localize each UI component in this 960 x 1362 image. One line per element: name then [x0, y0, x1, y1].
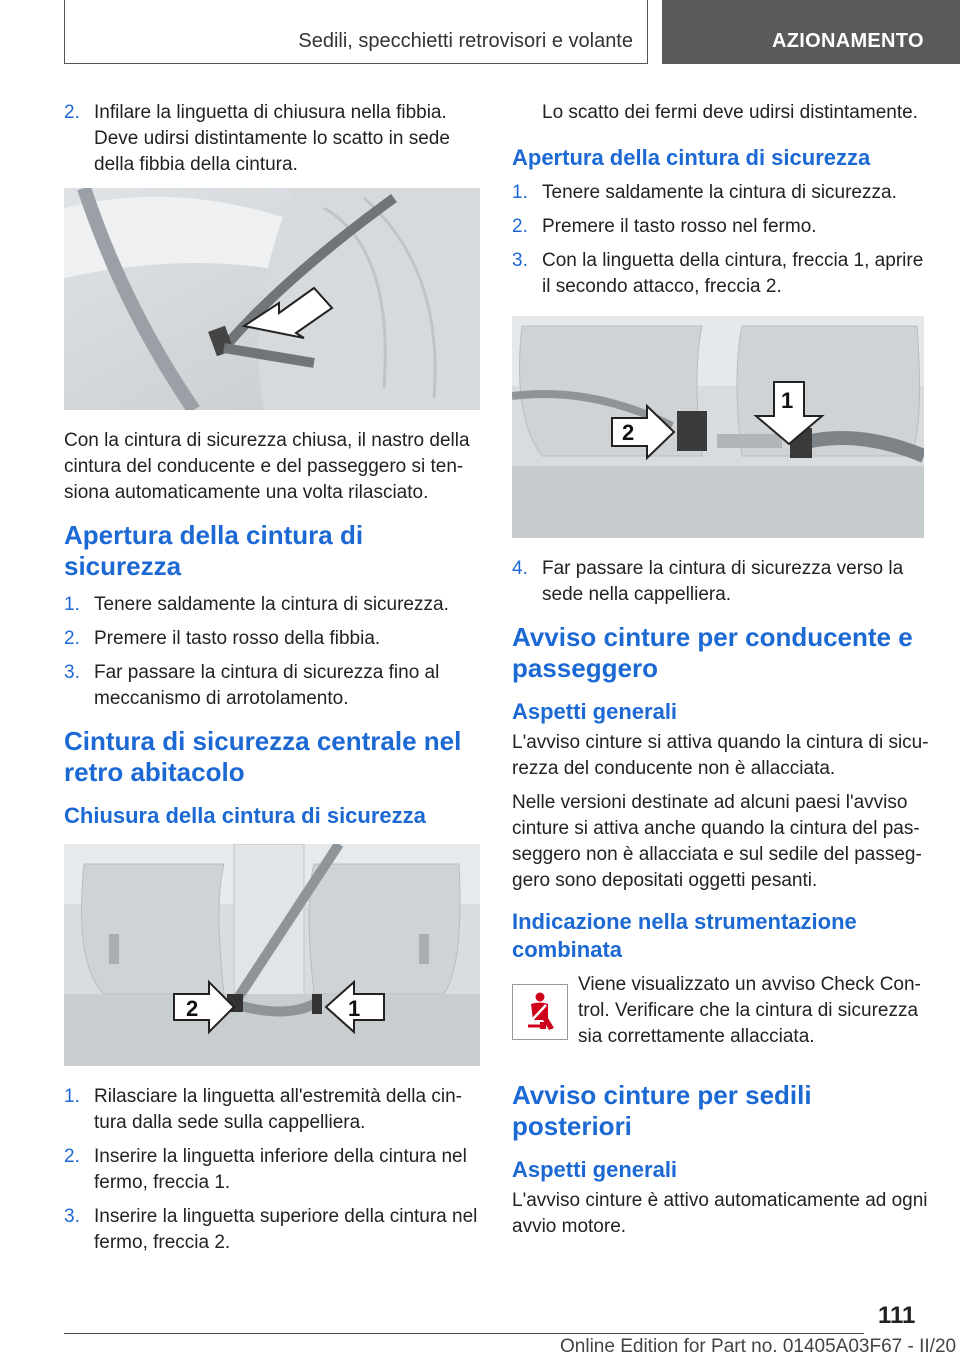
paragraph: Con la cintura di sicurezza chiusa, il nastro della cintura del conducente e del passeggero si ten‐siona automaticamente una volta rilasciato.: [64, 430, 470, 503]
page-number: 111: [878, 1302, 916, 1329]
step-item: 3. Far passare la cintura di sicurezza fino al meccanismo di arrotolamento.: [64, 662, 440, 709]
step-item: 1. Tenere saldamente la cintura di sicurezza.: [64, 594, 449, 615]
chiusura-steps: [64, 1084, 480, 1256]
arrow-label: 1: [781, 388, 794, 413]
step-item: 1. Rilasciare la linguetta all'estremità della cin‐tura dalla sede sulla cappelliera.: [64, 1086, 462, 1133]
apertura-steps: [64, 592, 480, 712]
heading-aspetti-generali-2: Aspetti generali: [512, 1157, 678, 1182]
seatbelt-warning-icon: [512, 984, 568, 1040]
step-item: 2. Infilare la linguetta di chiusura nella fibbia. Deve udirsi distintamente lo scatto in sede della fibbia della cintura.: [64, 102, 450, 175]
heading-posteriori: Avviso cinture per sedili posteriori: [512, 1080, 812, 1141]
header-box: [64, 0, 648, 64]
figure-rear-center-belt: [64, 844, 480, 1066]
step-item: 2. Premere il tasto rosso nel fermo.: [512, 216, 817, 237]
heading-centrale: Cintura di sicurezza centrale nel retro abitacolo: [64, 726, 462, 787]
paragraph: Lo scatto dei fermi deve udirsi distintamente.: [542, 102, 918, 123]
heading-indicazione: Indicazione nella strumentazione combinata: [512, 909, 857, 962]
right-column: [512, 100, 932, 1248]
arrow-label: 2: [186, 996, 199, 1021]
footer-divider: [64, 1333, 864, 1334]
paragraph: Viene visualizzato un avviso Check Con‐trol. Verificare che la cintura di sicurezza sia correttamente allacciata.: [578, 974, 921, 1047]
step-item: 3. Inserire la linguetta superiore della cintura nel fermo, freccia 2.: [64, 1206, 478, 1253]
edition-note: Online Edition for Part no. 01405A03F67 - II/20: [560, 1336, 957, 1357]
heading-apertura: Apertura della cintura di sicurezza: [64, 520, 364, 581]
arrow-label: 2: [622, 420, 635, 445]
apertura-steps-right: [512, 180, 932, 300]
figure-front-seat-buckle: [64, 188, 480, 410]
figure-rear-belt-release: [512, 316, 924, 538]
arrow-label: 1: [348, 996, 361, 1021]
heading-chiusura: Chiusura della cintura di sicurezza: [64, 803, 426, 828]
heading-avviso: Avviso cinture per conducente e passeggero: [512, 622, 913, 683]
chapter-tab[interactable]: AZIONAMENTO: [662, 0, 960, 64]
step-item: 2. Premere il tasto rosso della fibbia.: [64, 628, 381, 649]
step-item: 1. Tenere saldamente la cintura di sicurezza.: [512, 182, 897, 203]
paragraph: Nelle versioni destinate ad alcuni paesi l'avviso cinture si attiva anche quando la cintura del pas‐seggero non è allacciata e sul sedile del passeg‐gero sono depositati oggetti pesanti.: [512, 792, 922, 891]
left-column: [64, 100, 480, 1264]
heading-apertura-right: Apertura della cintura di sicurezza: [512, 145, 871, 170]
warning-row: [512, 972, 932, 1058]
paragraph: L'avviso cinture è attivo automaticamente ad ogni avvio motore.: [512, 1190, 928, 1237]
step-item: 4. Far passare la cintura di sicurezza verso la sede nella cappelliera.: [512, 558, 904, 605]
step-item: 3. Con la linguetta della cintura, freccia 1, aprire il secondo attacco, freccia 2.: [512, 250, 924, 297]
paragraph: L'avviso cinture si attiva quando la cintura di sicu‐rezza del conducente non è allacciata.: [512, 732, 929, 779]
section-title: Sedili, specchietti retrovisori e volante: [298, 30, 633, 52]
heading-aspetti-generali: Aspetti generali: [512, 699, 678, 724]
step-item: 2. Inserire la linguetta inferiore della cintura nel fermo, freccia 1.: [64, 1146, 467, 1193]
